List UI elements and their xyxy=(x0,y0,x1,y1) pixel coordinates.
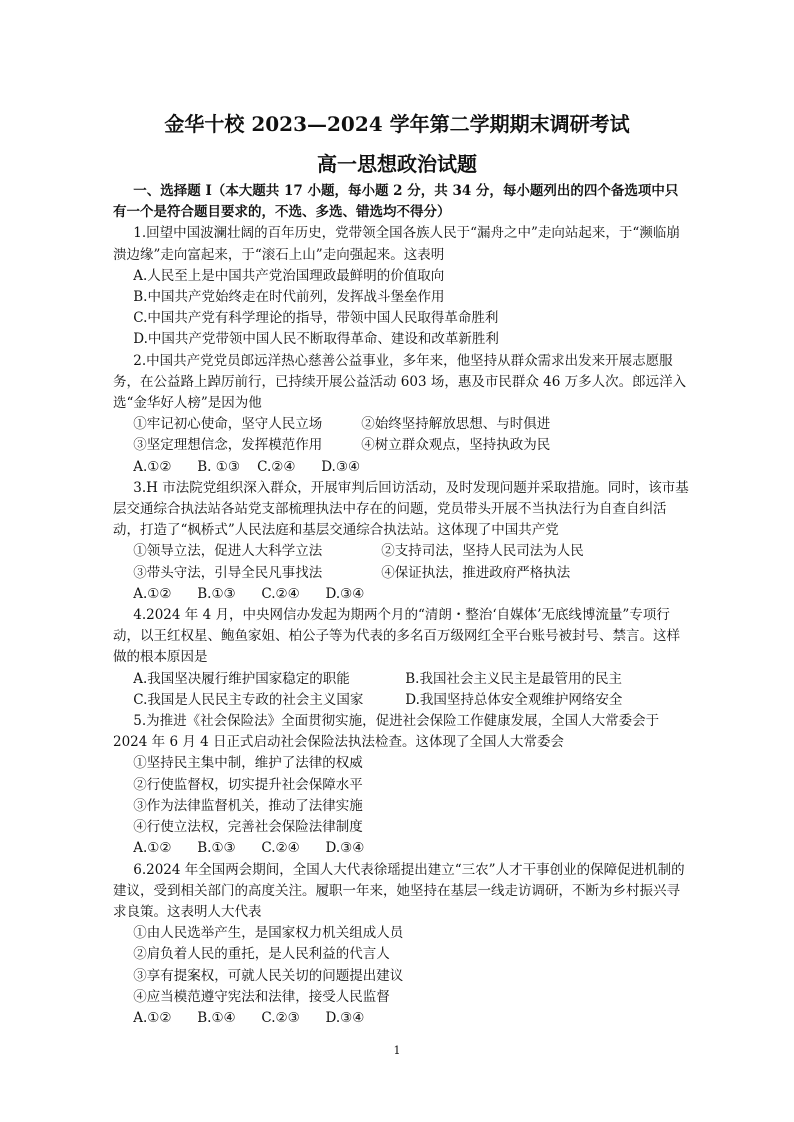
question-2-statement-1: ①牢记初心使命，坚守人民立场 xyxy=(133,416,323,433)
question-6-statement-2: ②肩负着人民的重托，是人民利益的代言人 xyxy=(133,946,390,963)
question-5-statement-2: ②行使监督权，切实提升社会保障水平 xyxy=(133,776,363,793)
question-3-stem: 3.H 市法院党组织深入群众，开展审判后回访活动，及时发现问题并采取措施。同时，该市基层交通综合执法站各站党支部梳理执法中存在的问题，党员带头开展不当执法行为自查自纠活动，打造了“枫桥式”人民法庭和基层交通综合执法站。这体现了中国共产党 xyxy=(113,479,689,539)
exam-subtitle: 高一思想政治试题 xyxy=(317,152,477,176)
question-5-stem: 5.为推进《社会保险法》全面贯彻实施，促进社会保险工作健康发展，全国人大常委会于 2024 年 6 月 4 日正式启动社会保险法执法检查。这体现了全国人大常委会 xyxy=(113,713,660,751)
question-2-statements-row-2 xyxy=(113,435,691,456)
question-3-statements-row-1 xyxy=(113,541,691,562)
question-4-options-row-2 xyxy=(113,690,691,711)
question-5-answers: A.①② B.①③ C.②④ D.③④ xyxy=(133,840,365,857)
question-4-option-a: A.我国坚决履行维护国家稳定的职能 xyxy=(133,670,350,687)
question-1-option-c: C.中国共产党有科学理论的指导，带领中国人民取得革命胜利 xyxy=(133,310,499,327)
question-3-statement-4: ④保证执法，推进政府严格执法 xyxy=(381,564,571,581)
question-1-option-b: B.中国共产党始终走在时代前列，发挥战斗堡垒作用 xyxy=(133,289,445,306)
question-5-statement-4: ④行使立法权，完善社会保险法律制度 xyxy=(133,819,363,836)
question-1-option-a: A.人民至上是中国共产党治国理政最鲜明的价值取向 xyxy=(133,267,445,284)
question-2-statements-row-1 xyxy=(113,414,691,435)
question-6-statement-3: ③享有提案权，可就人民关切的问题提出建议 xyxy=(133,967,404,984)
question-3-answers: A.①② B.①③ C.②④ D.③④ xyxy=(133,585,365,602)
question-3-statement-1: ①领导立法，促进人大科学立法 xyxy=(133,543,323,560)
question-4-option-d: D.我国坚持总体安全观维护网络安全 xyxy=(405,691,623,708)
question-4-stem: 4.2024 年 4 月，中央网信办发起为期两个月的“清朗・整治‘自媒体’无底线博流量”专项行动，以王红权星、鲍鱼家姐、柏公子等为代表的多名百万级网红全平台账号被封号、禁言。这样做的根本原因是 xyxy=(113,607,680,666)
question-4-options-row-1 xyxy=(113,669,691,690)
page-number: 1 xyxy=(393,1044,401,1057)
question-2-statement-3: ③坚定理想信念，发挥模范作用 xyxy=(133,437,323,454)
question-2-statement-4: ④树立群众观点，坚持执政为民 xyxy=(361,437,551,454)
exam-title: 金华十校 2023—2024 学年第二学期期末调研考试 xyxy=(164,112,630,136)
question-2-stem: 2.中国共产党党员郎远洋热心慈善公益事业，多年来，他坚持从群众需求出发来开展志愿服务，在公益路上踔厉前行，已持续开展公益活动 603 场，惠及市民群众 46 万多人次。郎远洋入选“金华好人榜”是因为他 xyxy=(113,352,687,412)
question-4-option-b: B.我国社会主义民主是最管用的民主 xyxy=(405,670,622,687)
question-4-option-c: C.我国是人民民主专政的社会主义国家 xyxy=(133,691,364,708)
question-3-statement-3: ③带头守法，引导全民凡事找法 xyxy=(133,564,323,581)
question-6-statement-4: ④应当模范遵守宪法和法律，接受人民监督 xyxy=(133,988,390,1005)
section-heading: 一、选择题 I（本大题共 17 小题，每小题 2 分，共 34 分，每小题列出的四个备选项中只有一个是符合题目要求的，不选、多选、错选均不得分） xyxy=(113,183,679,221)
question-6-stem: 6.2024 年全国两会期间，全国人大代表徐瑶提出建立“三农”人才干事创业的保障促进机制的建议，受到相关部门的高度关注。履职一年来，她坚持在基层一线走访调研，不断为乡村振兴寻求良策。这表明人大代表 xyxy=(113,861,685,920)
question-3-statements-row-2 xyxy=(113,563,691,584)
question-2-statement-2: ②始终坚持解放思想、与时俱进 xyxy=(361,416,551,433)
question-3-statement-2: ②支持司法，坚持人民司法为人民 xyxy=(381,543,584,560)
question-5-statement-1: ①坚持民主集中制，维护了法律的权威 xyxy=(133,755,363,772)
question-2-answers: A.①② B. ①③ C.②④ D.③④ xyxy=(133,458,361,475)
question-1-stem: 1.回望中国波澜壮阔的百年历史，党带领全国各族人民于“漏舟之中”走向站起来，于“濒临崩溃边缘”走向富起来，于“滚石上山”走向强起来。这表明 xyxy=(113,225,680,263)
exam-content xyxy=(113,181,691,1029)
question-1-option-d: D.中国共产党带领中国人民不断取得革命、建设和改革新胜利 xyxy=(133,331,499,348)
question-6-statement-1: ①由人民选举产生，是国家权力机关组成人员 xyxy=(133,925,404,942)
question-6-answers: A.①② B.①④ C.②③ D.③④ xyxy=(133,1009,365,1026)
question-5-statement-3: ③作为法律监督机关，推动了法律实施 xyxy=(133,797,363,814)
